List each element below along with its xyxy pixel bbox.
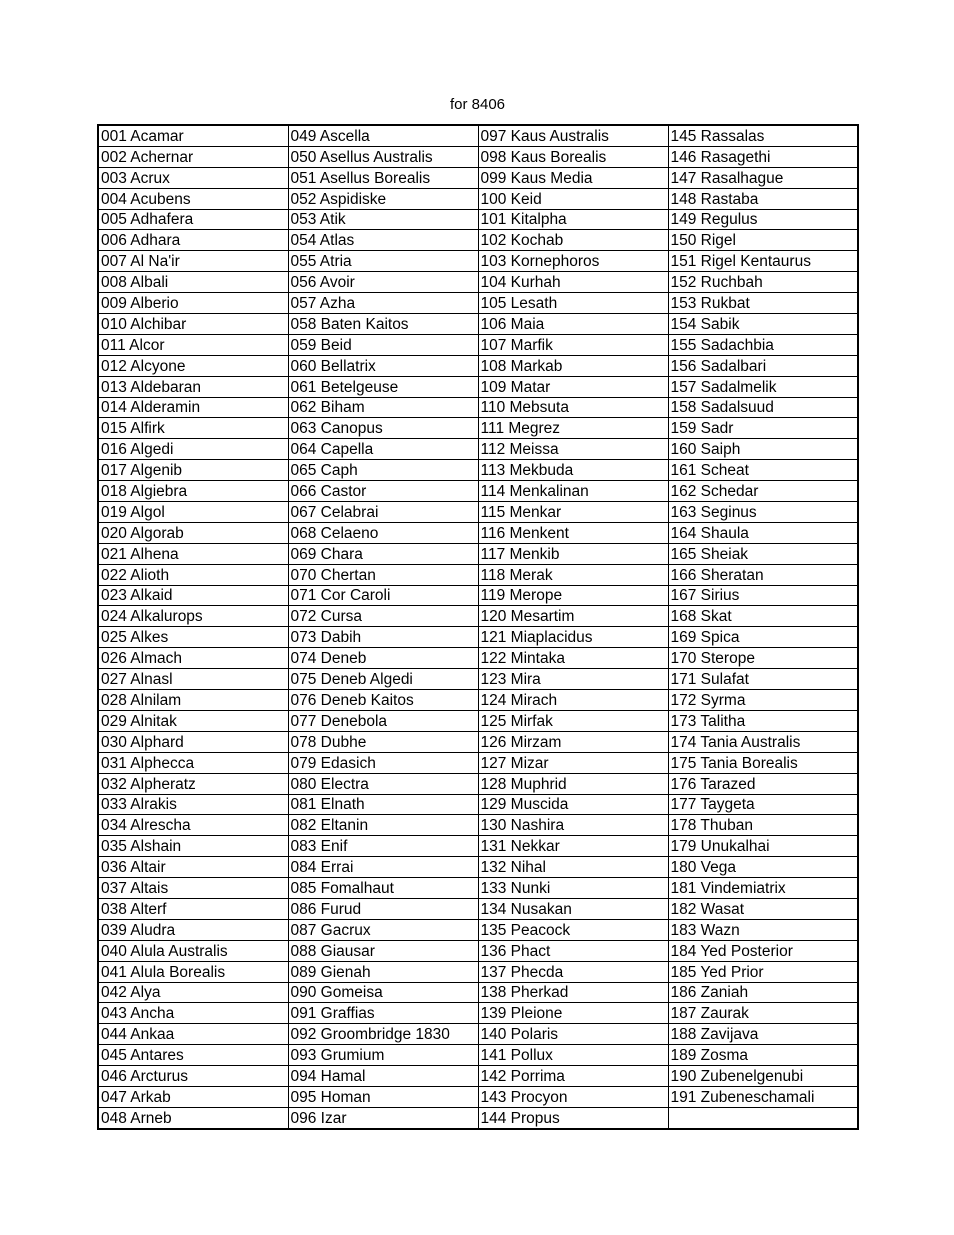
table-cell: 126 Mirzam <box>478 731 668 752</box>
table-cell: 073 Dabih <box>288 627 478 648</box>
table-cell: 004 Acubens <box>98 188 288 209</box>
table-cell: 152 Ruchbah <box>668 272 858 293</box>
table-cell: 159 Sadr <box>668 418 858 439</box>
table-cell: 183 Wazn <box>668 919 858 940</box>
table-cell: 032 Alpheratz <box>98 773 288 794</box>
table-cell: 180 Vega <box>668 857 858 878</box>
table-cell: 123 Mira <box>478 669 668 690</box>
table-cell: 020 Algorab <box>98 522 288 543</box>
table-cell: 043 Ancha <box>98 1003 288 1024</box>
table-cell: 163 Seginus <box>668 502 858 523</box>
table-row <box>98 334 858 355</box>
table-cell: 146 Rasagethi <box>668 146 858 167</box>
table-cell: 030 Alphard <box>98 731 288 752</box>
table-cell: 149 Regulus <box>668 209 858 230</box>
table-row <box>98 251 858 272</box>
table-cell: 008 Albali <box>98 272 288 293</box>
table-row <box>98 669 858 690</box>
table-cell: 101 Kitalpha <box>478 209 668 230</box>
table-cell: 181 Vindemiatrix <box>668 878 858 899</box>
table-cell: 001 Acamar <box>98 125 288 146</box>
table-row <box>98 857 858 878</box>
table-cell: 161 Scheat <box>668 460 858 481</box>
table-cell: 034 Alrescha <box>98 815 288 836</box>
table-cell: 031 Alphecca <box>98 752 288 773</box>
table-cell: 150 Rigel <box>668 230 858 251</box>
table-row <box>98 481 858 502</box>
table-cell: 162 Schedar <box>668 481 858 502</box>
table-cell: 083 Enif <box>288 836 478 857</box>
table-cell: 105 Lesath <box>478 293 668 314</box>
table-row <box>98 1045 858 1066</box>
table-cell: 049 Ascella <box>288 125 478 146</box>
table-cell: 072 Cursa <box>288 606 478 627</box>
table-cell: 093 Grumium <box>288 1045 478 1066</box>
table-cell: 078 Dubhe <box>288 731 478 752</box>
table-cell: 153 Rukbat <box>668 293 858 314</box>
table-row <box>98 1086 858 1107</box>
table-row <box>98 564 858 585</box>
table-cell: 057 Azha <box>288 293 478 314</box>
table-cell: 013 Aldebaran <box>98 376 288 397</box>
table-cell: 059 Beid <box>288 334 478 355</box>
table-cell: 104 Kurhah <box>478 272 668 293</box>
table-cell: 022 Alioth <box>98 564 288 585</box>
table-cell: 155 Sadachbia <box>668 334 858 355</box>
table-cell: 025 Alkes <box>98 627 288 648</box>
table-cell: 118 Merak <box>478 564 668 585</box>
table-cell: 088 Giausar <box>288 940 478 961</box>
table-cell: 011 Alcor <box>98 334 288 355</box>
table-cell: 177 Taygeta <box>668 794 858 815</box>
table-row <box>98 710 858 731</box>
table-cell: 144 Propus <box>478 1107 668 1128</box>
table-cell: 089 Gienah <box>288 961 478 982</box>
table-cell: 064 Capella <box>288 439 478 460</box>
table-cell: 026 Almach <box>98 648 288 669</box>
table-cell: 009 Alberio <box>98 293 288 314</box>
table-cell: 172 Syrma <box>668 690 858 711</box>
table-cell: 006 Adhara <box>98 230 288 251</box>
table-cell: 035 Alshain <box>98 836 288 857</box>
table-cell: 190 Zubenelgenubi <box>668 1066 858 1087</box>
table-cell: 168 Skat <box>668 606 858 627</box>
table-cell: 165 Sheiak <box>668 543 858 564</box>
table-cell: 069 Chara <box>288 543 478 564</box>
table-cell: 185 Yed Prior <box>668 961 858 982</box>
table-cell: 037 Altais <box>98 878 288 899</box>
table-cell: 056 Avoir <box>288 272 478 293</box>
table-cell: 129 Muscida <box>478 794 668 815</box>
table-row <box>98 627 858 648</box>
table-row <box>98 794 858 815</box>
table-cell: 142 Porrima <box>478 1066 668 1087</box>
table-row <box>98 919 858 940</box>
table-cell: 102 Kochab <box>478 230 668 251</box>
table-row <box>98 230 858 251</box>
table-cell: 182 Wasat <box>668 898 858 919</box>
table-cell: 075 Deneb Algedi <box>288 669 478 690</box>
table-row <box>98 585 858 606</box>
table-row <box>98 314 858 335</box>
table-cell: 003 Acrux <box>98 167 288 188</box>
table-row <box>98 731 858 752</box>
table-body <box>98 125 858 1129</box>
table-cell: 044 Ankaa <box>98 1024 288 1045</box>
table-cell: 077 Denebola <box>288 710 478 731</box>
table-row <box>98 690 858 711</box>
table-cell: 002 Achernar <box>98 146 288 167</box>
table-cell: 170 Sterope <box>668 648 858 669</box>
table-cell: 046 Arcturus <box>98 1066 288 1087</box>
table-cell <box>668 1107 858 1128</box>
table-row <box>98 836 858 857</box>
table-cell: 138 Pherkad <box>478 982 668 1003</box>
table-cell: 125 Mirfak <box>478 710 668 731</box>
table-row <box>98 961 858 982</box>
table-cell: 033 Alrakis <box>98 794 288 815</box>
table-cell: 092 Groombridge 1830 <box>288 1024 478 1045</box>
table-row <box>98 209 858 230</box>
table-cell: 084 Errai <box>288 857 478 878</box>
table-row <box>98 940 858 961</box>
table-cell: 051 Asellus Borealis <box>288 167 478 188</box>
table-cell: 058 Baten Kaitos <box>288 314 478 335</box>
table-cell: 054 Atlas <box>288 230 478 251</box>
table-cell: 110 Mebsuta <box>478 397 668 418</box>
table-cell: 063 Canopus <box>288 418 478 439</box>
table-row <box>98 355 858 376</box>
table-cell: 136 Phact <box>478 940 668 961</box>
table-cell: 112 Meissa <box>478 439 668 460</box>
table-cell: 098 Kaus Borealis <box>478 146 668 167</box>
table-row <box>98 898 858 919</box>
table-cell: 048 Arneb <box>98 1107 288 1128</box>
table-cell: 187 Zaurak <box>668 1003 858 1024</box>
table-cell: 094 Hamal <box>288 1066 478 1087</box>
table-cell: 132 Nihal <box>478 857 668 878</box>
table-cell: 145 Rassalas <box>668 125 858 146</box>
table-cell: 080 Electra <box>288 773 478 794</box>
table-cell: 157 Sadalmelik <box>668 376 858 397</box>
table-cell: 055 Atria <box>288 251 478 272</box>
table-cell: 156 Sadalbari <box>668 355 858 376</box>
table-cell: 107 Marfik <box>478 334 668 355</box>
table-cell: 135 Peacock <box>478 919 668 940</box>
table-cell: 154 Sabik <box>668 314 858 335</box>
table-cell: 131 Nekkar <box>478 836 668 857</box>
table-cell: 184 Yed Posterior <box>668 940 858 961</box>
table-cell: 106 Maia <box>478 314 668 335</box>
table-row <box>98 543 858 564</box>
table-cell: 120 Mesartim <box>478 606 668 627</box>
table-row <box>98 1024 858 1045</box>
table-row <box>98 439 858 460</box>
table-cell: 082 Eltanin <box>288 815 478 836</box>
table-cell: 186 Zaniah <box>668 982 858 1003</box>
table-cell: 167 Sirius <box>668 585 858 606</box>
table-cell: 053 Atik <box>288 209 478 230</box>
table-cell: 095 Homan <box>288 1086 478 1107</box>
table-cell: 021 Alhena <box>98 543 288 564</box>
table-cell: 086 Furud <box>288 898 478 919</box>
table-row <box>98 648 858 669</box>
table-cell: 169 Spica <box>668 627 858 648</box>
table-cell: 166 Sheratan <box>668 564 858 585</box>
table-row <box>98 1107 858 1128</box>
table-cell: 071 Cor Caroli <box>288 585 478 606</box>
table-row <box>98 773 858 794</box>
table-cell: 068 Celaeno <box>288 522 478 543</box>
table-cell: 040 Alula Australis <box>98 940 288 961</box>
table-row <box>98 146 858 167</box>
table-cell: 122 Mintaka <box>478 648 668 669</box>
table-cell: 191 Zubeneschamali <box>668 1086 858 1107</box>
table-cell: 117 Menkib <box>478 543 668 564</box>
table-row <box>98 606 858 627</box>
table-cell: 148 Rastaba <box>668 188 858 209</box>
table-cell: 114 Menkalinan <box>478 481 668 502</box>
table-cell: 027 Alnasl <box>98 669 288 690</box>
table-cell: 139 Pleione <box>478 1003 668 1024</box>
table-cell: 141 Pollux <box>478 1045 668 1066</box>
table-cell: 024 Alkalurops <box>98 606 288 627</box>
table-cell: 097 Kaus Australis <box>478 125 668 146</box>
table-cell: 047 Arkab <box>98 1086 288 1107</box>
table-cell: 173 Talitha <box>668 710 858 731</box>
table-row <box>98 878 858 899</box>
table-cell: 140 Polaris <box>478 1024 668 1045</box>
table-cell: 041 Alula Borealis <box>98 961 288 982</box>
table-cell: 176 Tarazed <box>668 773 858 794</box>
table-cell: 128 Muphrid <box>478 773 668 794</box>
table-cell: 050 Asellus Australis <box>288 146 478 167</box>
table-row <box>98 502 858 523</box>
table-cell: 174 Tania Australis <box>668 731 858 752</box>
table-row <box>98 418 858 439</box>
table-row <box>98 125 858 146</box>
table-cell: 100 Keid <box>478 188 668 209</box>
table-row <box>98 272 858 293</box>
table-cell: 178 Thuban <box>668 815 858 836</box>
table-cell: 090 Gomeisa <box>288 982 478 1003</box>
table-cell: 061 Betelgeuse <box>288 376 478 397</box>
table-cell: 164 Shaula <box>668 522 858 543</box>
table-row <box>98 522 858 543</box>
table-cell: 066 Castor <box>288 481 478 502</box>
table-cell: 111 Megrez <box>478 418 668 439</box>
table-cell: 189 Zosma <box>668 1045 858 1066</box>
table-row <box>98 167 858 188</box>
table-cell: 087 Gacrux <box>288 919 478 940</box>
table-cell: 042 Alya <box>98 982 288 1003</box>
table-cell: 065 Caph <box>288 460 478 481</box>
page-title: for 8406 <box>449 96 506 113</box>
table-cell: 179 Unukalhai <box>668 836 858 857</box>
table-cell: 134 Nusakan <box>478 898 668 919</box>
table-cell: 133 Nunki <box>478 878 668 899</box>
table-row <box>98 815 858 836</box>
table-cell: 023 Alkaid <box>98 585 288 606</box>
table-cell: 045 Antares <box>98 1045 288 1066</box>
table-cell: 079 Edasich <box>288 752 478 773</box>
table-row <box>98 376 858 397</box>
table-row <box>98 293 858 314</box>
table-cell: 005 Adhafera <box>98 209 288 230</box>
table-cell: 108 Markab <box>478 355 668 376</box>
table-row <box>98 752 858 773</box>
table-cell: 188 Zavijava <box>668 1024 858 1045</box>
star-name-table <box>97 124 859 1130</box>
table-cell: 119 Merope <box>478 585 668 606</box>
table-cell: 052 Aspidiske <box>288 188 478 209</box>
table-cell: 076 Deneb Kaitos <box>288 690 478 711</box>
table-cell: 096 Izar <box>288 1107 478 1128</box>
table-cell: 091 Graffias <box>288 1003 478 1024</box>
table-cell: 109 Matar <box>478 376 668 397</box>
table-row <box>98 460 858 481</box>
table-cell: 113 Mekbuda <box>478 460 668 481</box>
table-cell: 067 Celabrai <box>288 502 478 523</box>
table-cell: 074 Deneb <box>288 648 478 669</box>
table-row <box>98 397 858 418</box>
table-cell: 018 Algiebra <box>98 481 288 502</box>
table-cell: 099 Kaus Media <box>478 167 668 188</box>
table-cell: 007 Al Na'ir <box>98 251 288 272</box>
table-cell: 137 Phecda <box>478 961 668 982</box>
table-cell: 028 Alnilam <box>98 690 288 711</box>
table-row <box>98 1066 858 1087</box>
table-cell: 121 Miaplacidus <box>478 627 668 648</box>
table-cell: 010 Alchibar <box>98 314 288 335</box>
table-cell: 127 Mizar <box>478 752 668 773</box>
table-cell: 070 Chertan <box>288 564 478 585</box>
table-cell: 085 Fomalhaut <box>288 878 478 899</box>
table-cell: 130 Nashira <box>478 815 668 836</box>
table-cell: 124 Mirach <box>478 690 668 711</box>
table-cell: 029 Alnitak <box>98 710 288 731</box>
table-row <box>98 982 858 1003</box>
table-cell: 103 Kornephoros <box>478 251 668 272</box>
table-row <box>98 1003 858 1024</box>
table-cell: 151 Rigel Kentaurus <box>668 251 858 272</box>
table-cell: 014 Alderamin <box>98 397 288 418</box>
table-cell: 160 Saiph <box>668 439 858 460</box>
table-cell: 115 Menkar <box>478 502 668 523</box>
table-cell: 019 Algol <box>98 502 288 523</box>
table-cell: 147 Rasalhague <box>668 167 858 188</box>
table-cell: 060 Bellatrix <box>288 355 478 376</box>
table-cell: 175 Tania Borealis <box>668 752 858 773</box>
table-cell: 016 Algedi <box>98 439 288 460</box>
table-cell: 017 Algenib <box>98 460 288 481</box>
table-cell: 158 Sadalsuud <box>668 397 858 418</box>
table-row <box>98 188 858 209</box>
table-cell: 062 Biham <box>288 397 478 418</box>
table-cell: 039 Aludra <box>98 919 288 940</box>
table-cell: 081 Elnath <box>288 794 478 815</box>
table-cell: 171 Sulafat <box>668 669 858 690</box>
table-cell: 143 Procyon <box>478 1086 668 1107</box>
table-cell: 012 Alcyone <box>98 355 288 376</box>
table-cell: 015 Alfirk <box>98 418 288 439</box>
table-cell: 116 Menkent <box>478 522 668 543</box>
table-cell: 038 Alterf <box>98 898 288 919</box>
table-cell: 036 Altair <box>98 857 288 878</box>
